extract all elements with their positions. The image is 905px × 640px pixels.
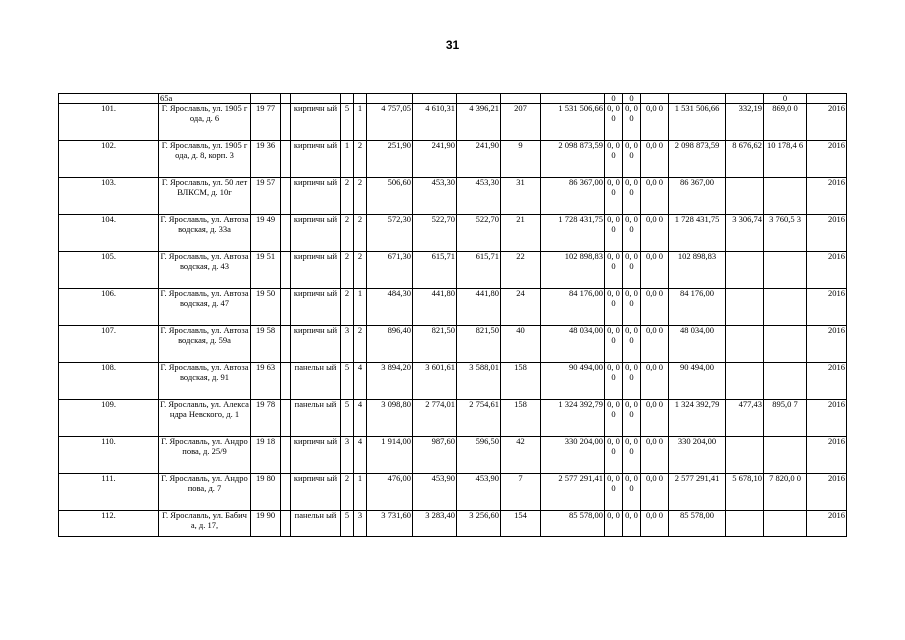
cell-area-a: 3 601,61 [413, 363, 457, 400]
cell-empty [281, 437, 291, 474]
cell-year: 19 51 [251, 252, 281, 289]
cell-residents: 21 [501, 215, 541, 252]
cell-c12: 1 728 431,75 [669, 215, 726, 252]
cell-address: Г. Ярославль, ул. Автозаводская, д. 47 [159, 289, 251, 326]
cell-year: 19 18 [251, 437, 281, 474]
cell-c9: 0, 0 0 [605, 400, 623, 437]
cell-floors: 2 [341, 215, 354, 252]
cell-c11: 0,0 0 [641, 289, 669, 326]
cell-c15-partial: 0 [764, 94, 807, 104]
cell-floors: 1 [341, 141, 354, 178]
cell-material: кирпичн ый [291, 141, 341, 178]
cell-empty [281, 104, 291, 141]
cell-c12: 90 494,00 [669, 363, 726, 400]
cell-year-completion: 2016 [807, 215, 847, 252]
cell-area-total: 3 894,20 [367, 363, 413, 400]
cell-c11: 0,0 0 [641, 511, 669, 537]
cell-number: 101. [59, 104, 159, 141]
cell-area-b: 4 396,21 [457, 104, 501, 141]
cell-material: кирпичн ый [291, 215, 341, 252]
cell-material: кирпичн ый [291, 178, 341, 215]
table-row [59, 215, 847, 252]
cell-c14 [764, 511, 807, 537]
cell-number: 112. [59, 511, 159, 537]
cell-cost-total: 84 176,00 [541, 289, 605, 326]
cell-cost-total: 85 578,00 [541, 511, 605, 537]
cell-floors: 5 [341, 511, 354, 537]
cell-area-a: 3 283,40 [413, 511, 457, 537]
cell-material: кирпичн ый [291, 252, 341, 289]
cell-c9: 0, 0 0 [605, 215, 623, 252]
cell-floors: 2 [341, 178, 354, 215]
cell-residents: 158 [501, 400, 541, 437]
table-row [59, 141, 847, 178]
cell-c10: 0, 0 0 [623, 141, 641, 178]
cell-area-b: 241,90 [457, 141, 501, 178]
cell-cost-total: 90 494,00 [541, 363, 605, 400]
cell-c12: 1 324 392,79 [669, 400, 726, 437]
cell-address: Г. Ярославль, ул. Бабича, д. 17, [159, 511, 251, 537]
cell-c9: 0, 0 0 [605, 178, 623, 215]
cell-floors: 2 [341, 252, 354, 289]
cell-address: Г. Ярославль, ул. Александра Невского, д. 1 [159, 400, 251, 437]
cell-c9: 0, 0 0 [605, 104, 623, 141]
cell-c10: 0, 0 0 [623, 178, 641, 215]
cell-entrances: 1 [354, 289, 367, 326]
cell-c13 [726, 363, 764, 400]
cell-c11: 0,0 0 [641, 141, 669, 178]
cell-entrances: 4 [354, 400, 367, 437]
cell-area-b: 821,50 [457, 326, 501, 363]
cell-area-total: 1 914,00 [367, 437, 413, 474]
cell-c13 [726, 437, 764, 474]
cell-area-a: 4 610,31 [413, 104, 457, 141]
cell-c14 [764, 178, 807, 215]
cell-residents: 7 [501, 474, 541, 511]
cell-number: 106. [59, 289, 159, 326]
cell-entrances: 3 [354, 511, 367, 537]
cell-number: 103. [59, 178, 159, 215]
cell-c14: 10 178,4 6 [764, 141, 807, 178]
cell-year-completion: 2016 [807, 326, 847, 363]
cell-empty [281, 326, 291, 363]
cell-year: 19 36 [251, 141, 281, 178]
cell-c13 [726, 326, 764, 363]
cell-c13 [726, 511, 764, 537]
cell-year: 19 77 [251, 104, 281, 141]
cell-area-a: 2 774,01 [413, 400, 457, 437]
cell-area-total: 4 757,05 [367, 104, 413, 141]
cell-entrances: 1 [354, 474, 367, 511]
cell-c10: 0, 0 0 [623, 289, 641, 326]
cell-area-total: 484,30 [367, 289, 413, 326]
cell-residents: 22 [501, 252, 541, 289]
cell-cost-total: 330 204,00 [541, 437, 605, 474]
cell-area-a: 615,71 [413, 252, 457, 289]
cell-c12: 102 898,83 [669, 252, 726, 289]
cell-material: панельн ый [291, 400, 341, 437]
cell-area-a: 453,30 [413, 178, 457, 215]
cell-area-total: 896,40 [367, 326, 413, 363]
cell-year-completion: 2016 [807, 363, 847, 400]
table-row [59, 252, 847, 289]
cell-c12: 2 577 291,41 [669, 474, 726, 511]
cell-c10: 0, 0 [623, 511, 641, 537]
cell-year: 19 50 [251, 289, 281, 326]
cell-cost-total: 2 577 291,41 [541, 474, 605, 511]
cell-year: 19 49 [251, 215, 281, 252]
cell-year-completion: 2016 [807, 437, 847, 474]
cell-entrances: 2 [354, 141, 367, 178]
cell-empty [281, 289, 291, 326]
cell-c10: 0 [623, 94, 641, 104]
cell-c11: 0,0 0 [641, 474, 669, 511]
cell-number: 107. [59, 326, 159, 363]
housing-table-container [58, 93, 847, 537]
cell-c13: 332,19 [726, 104, 764, 141]
cell-area-b: 441,80 [457, 289, 501, 326]
cell-number: 111. [59, 474, 159, 511]
cell-floors: 5 [341, 104, 354, 141]
cell-c9: 0, 0 0 [605, 474, 623, 511]
cell-number: 108. [59, 363, 159, 400]
cell-empty [281, 141, 291, 178]
cell-c10: 0, 0 0 [623, 474, 641, 511]
cell-area-b: 453,90 [457, 474, 501, 511]
cell-c12: 2 098 873,59 [669, 141, 726, 178]
cell-address: Г. Ярославль, ул. Автозаводская, д. 43 [159, 252, 251, 289]
cell-area-a: 987,60 [413, 437, 457, 474]
cell-c12: 84 176,00 [669, 289, 726, 326]
cell-material: панельн ый [291, 511, 341, 537]
cell-year: 19 78 [251, 400, 281, 437]
cell-year-completion: 2016 [807, 104, 847, 141]
cell-empty [281, 474, 291, 511]
cell-floors: 5 [341, 400, 354, 437]
cell-c14: 3 760,5 3 [764, 215, 807, 252]
cell-c11: 0,0 0 [641, 104, 669, 141]
cell-c11: 0,0 0 [641, 437, 669, 474]
cell-c9: 0, 0 0 [605, 326, 623, 363]
cell-c11: 0,0 0 [641, 252, 669, 289]
cell-c10: 0, 0 0 [623, 326, 641, 363]
cell-number: 110. [59, 437, 159, 474]
cell-c11: 0,0 0 [641, 326, 669, 363]
cell-year: 19 63 [251, 363, 281, 400]
cell-cost-total: 1 531 506,66 [541, 104, 605, 141]
cell-c12: 85 578,00 [669, 511, 726, 537]
cell-area-b: 3 256,60 [457, 511, 501, 537]
cell-empty [281, 511, 291, 537]
table-row [59, 474, 847, 511]
cell-c11: 0,0 0 [641, 400, 669, 437]
cell-address: Г. Ярославль, ул. Автозаводская, д. 59а [159, 326, 251, 363]
cell-c10: 0, 0 0 [623, 400, 641, 437]
cell-number: 105. [59, 252, 159, 289]
cell-c10: 0, 0 0 [623, 363, 641, 400]
cell-address: Г. Ярославль, ул. Андропова, д. 7 [159, 474, 251, 511]
table-row [59, 104, 847, 141]
table-row [59, 400, 847, 437]
cell-area-b: 522,70 [457, 215, 501, 252]
cell-residents: 42 [501, 437, 541, 474]
cell-address: Г. Ярославль, ул. 1905 года, д. 8, корп. 3 [159, 141, 251, 178]
cell-area-total: 572,30 [367, 215, 413, 252]
cell-cost-total: 102 898,83 [541, 252, 605, 289]
cell-cost-total: 48 034,00 [541, 326, 605, 363]
cell-c9: 0, 0 0 [605, 141, 623, 178]
cell-c13: 5 678,10 [726, 474, 764, 511]
cell-year-completion: 2016 [807, 474, 847, 511]
cell-floors: 3 [341, 326, 354, 363]
cell-c13: 8 676,62 [726, 141, 764, 178]
cell-c9: 0, 0 0 [605, 252, 623, 289]
cell-area-b: 615,71 [457, 252, 501, 289]
cell-entrances: 2 [354, 326, 367, 363]
cell-c14 [764, 289, 807, 326]
cell-address: Г. Ярославль, ул. 1905 года, д. 6 [159, 104, 251, 141]
cell-area-a: 441,80 [413, 289, 457, 326]
cell-c14: 7 820,0 0 [764, 474, 807, 511]
cell-c9: 0, 0 [605, 511, 623, 537]
cell-c9: 0, 0 0 [605, 363, 623, 400]
cell-area-b: 2 754,61 [457, 400, 501, 437]
cell-c11: 0,0 0 [641, 215, 669, 252]
table-row [59, 511, 847, 537]
cell-year: 19 90 [251, 511, 281, 537]
cell-year-completion: 2016 [807, 252, 847, 289]
cell-area-total: 506,60 [367, 178, 413, 215]
cell-cost-total: 1 324 392,79 [541, 400, 605, 437]
cell-empty [281, 178, 291, 215]
cell-entrances: 4 [354, 363, 367, 400]
cell-empty [281, 400, 291, 437]
cell-c14 [764, 326, 807, 363]
cell-material: кирпичн ый [291, 326, 341, 363]
cell-c10: 0, 0 0 [623, 215, 641, 252]
table-row [59, 363, 847, 400]
cell-residents: 31 [501, 178, 541, 215]
cell-c13: 3 306,74 [726, 215, 764, 252]
cell-area-total: 3 731,60 [367, 511, 413, 537]
cell-entrances: 1 [354, 104, 367, 141]
cell-c12: 1 531 506,66 [669, 104, 726, 141]
cell-material: кирпичн ый [291, 289, 341, 326]
cell-material: кирпичн ый [291, 104, 341, 141]
cell-c9: 0, 0 0 [605, 437, 623, 474]
cell-number: 109. [59, 400, 159, 437]
cell-year-completion: 2016 [807, 141, 847, 178]
cell-entrances: 4 [354, 437, 367, 474]
cell-area-b: 596,50 [457, 437, 501, 474]
cell-material: кирпичн ый [291, 437, 341, 474]
cell-floors: 2 [341, 289, 354, 326]
cell-cost-total: 86 367,00 [541, 178, 605, 215]
cell-year-completion: 2016 [807, 400, 847, 437]
cell-c13: 477,43 [726, 400, 764, 437]
cell-year: 19 58 [251, 326, 281, 363]
cell-floors: 2 [341, 474, 354, 511]
cell-c11: 0,0 0 [641, 178, 669, 215]
cell-number: 104. [59, 215, 159, 252]
cell-c10: 0, 0 0 [623, 104, 641, 141]
cell-c14: 869,0 0 [764, 104, 807, 141]
cell-empty [281, 252, 291, 289]
cell-residents: 207 [501, 104, 541, 141]
cell-empty [281, 363, 291, 400]
table-row-continued [59, 94, 847, 104]
cell-c14 [764, 363, 807, 400]
cell-c9: 0, 0 0 [605, 289, 623, 326]
cell-address: Г. Ярославль, ул. Автозаводская, д. 91 [159, 363, 251, 400]
cell-residents: 158 [501, 363, 541, 400]
cell-c13 [726, 252, 764, 289]
cell-c9: 0 [605, 94, 623, 104]
table-body [59, 94, 847, 537]
cell-c10: 0, 0 0 [623, 437, 641, 474]
cell-residents: 24 [501, 289, 541, 326]
cell-address: Г. Ярославль, ул. Автозаводская, д. 33а [159, 215, 251, 252]
cell-empty [281, 215, 291, 252]
cell-entrances: 2 [354, 178, 367, 215]
cell-entrances: 2 [354, 215, 367, 252]
cell-year: 19 80 [251, 474, 281, 511]
cell-year-completion: 2016 [807, 289, 847, 326]
cell-area-b: 453,30 [457, 178, 501, 215]
cell-c12: 86 367,00 [669, 178, 726, 215]
cell-area-total: 671,30 [367, 252, 413, 289]
cell-number: 102. [59, 141, 159, 178]
cell-material: кирпичн ый [291, 474, 341, 511]
page-number: 31 [445, 38, 460, 52]
cell-cost-total: 2 098 873,59 [541, 141, 605, 178]
cell-year: 19 57 [251, 178, 281, 215]
cell-c12: 48 034,00 [669, 326, 726, 363]
cell-c13 [726, 178, 764, 215]
cell-area-b: 3 588,01 [457, 363, 501, 400]
cell-c12: 330 204,00 [669, 437, 726, 474]
cell-c14 [764, 437, 807, 474]
cell-area-total: 476,00 [367, 474, 413, 511]
table-row [59, 326, 847, 363]
cell-year-completion: 2016 [807, 511, 847, 537]
housing-table [58, 93, 847, 537]
cell-floors: 5 [341, 363, 354, 400]
table-row [59, 178, 847, 215]
cell-address: 65а [159, 94, 251, 104]
cell-address: Г. Ярославль, ул. Андропова, д. 25/9 [159, 437, 251, 474]
cell-c14 [764, 252, 807, 289]
cell-c10: 0, 0 0 [623, 252, 641, 289]
cell-year-completion: 2016 [807, 178, 847, 215]
cell-area-a: 821,50 [413, 326, 457, 363]
cell-area-total: 251,90 [367, 141, 413, 178]
cell-area-a: 241,90 [413, 141, 457, 178]
cell-area-a: 453,90 [413, 474, 457, 511]
cell-residents: 154 [501, 511, 541, 537]
cell-area-total: 3 098,80 [367, 400, 413, 437]
cell-cost-total: 1 728 431,75 [541, 215, 605, 252]
table-row [59, 289, 847, 326]
cell-area-a: 522,70 [413, 215, 457, 252]
cell-c14: 895,0 7 [764, 400, 807, 437]
cell-residents: 9 [501, 141, 541, 178]
table-row [59, 437, 847, 474]
cell-residents: 40 [501, 326, 541, 363]
cell-material: панельн ый [291, 363, 341, 400]
cell-address: Г. Ярославль, ул. 50 лет ВЛКСМ, д. 10г [159, 178, 251, 215]
cell-entrances: 2 [354, 252, 367, 289]
cell-c11: 0,0 0 [641, 363, 669, 400]
cell-c13 [726, 289, 764, 326]
cell-floors: 3 [341, 437, 354, 474]
